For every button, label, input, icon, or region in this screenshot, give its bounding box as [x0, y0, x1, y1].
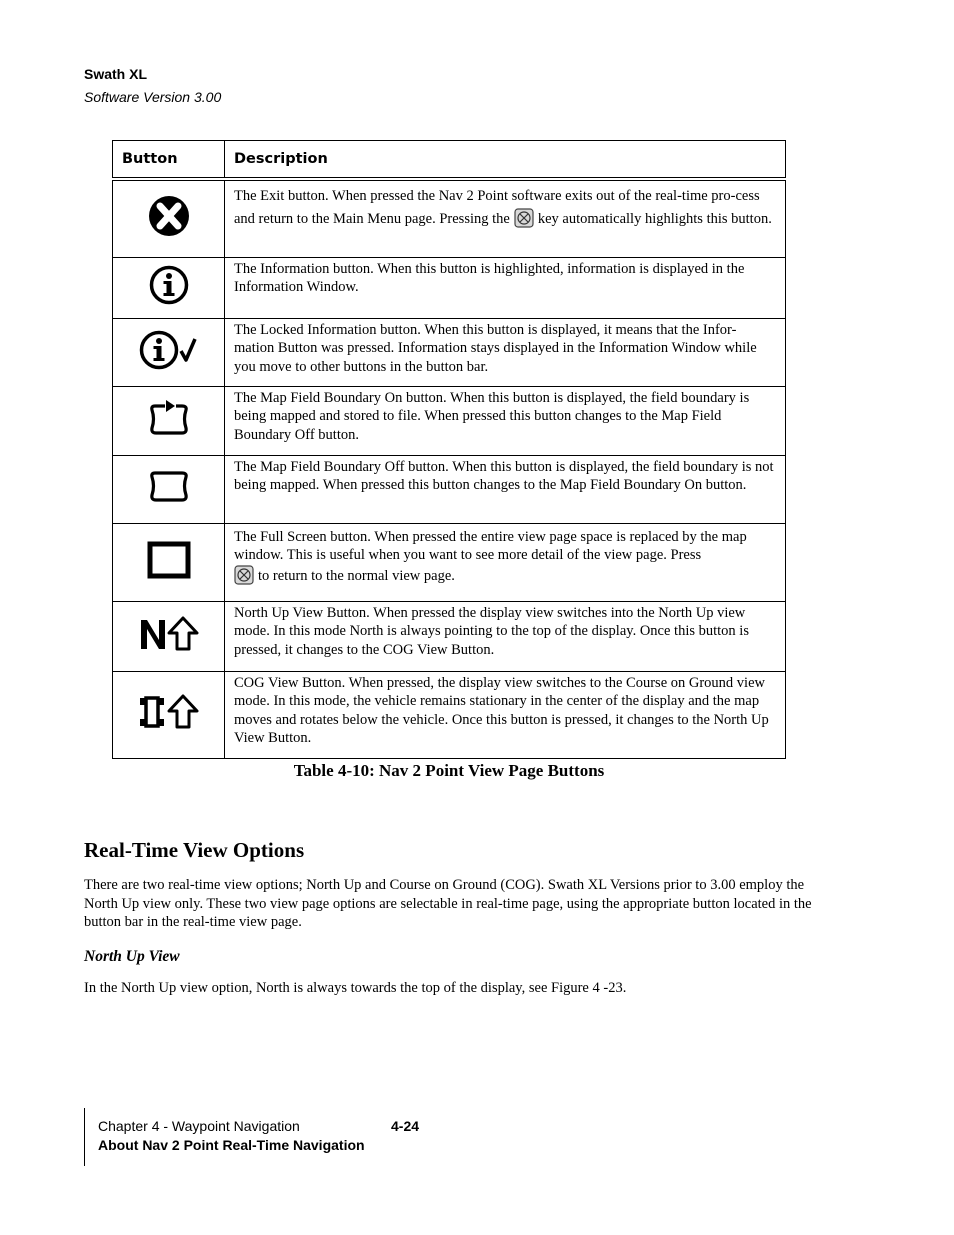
page-number: 4-24: [391, 1118, 420, 1134]
north-up-view-icon: [137, 614, 201, 654]
map-field-boundary-off-icon: [147, 469, 191, 505]
description-text: The Map Field Boundary On button. When this button is displayed, the field boundary is being mapped and stored to file. When pressed this button changes to the Map Field Boundary Off button.: [225, 386, 786, 455]
table-caption: Table 4-10: Nav 2 Point View Page Buttons: [293, 761, 605, 780]
description-text-cont: to return to the normal view page.: [258, 567, 455, 584]
information-icon: [149, 265, 189, 305]
description-text: The Exit button. When pressed the Nav 2 Point software exits out of the real-time pro-cess and return to the Main Menu page. Pressing the: [234, 188, 760, 227]
cog-view-icon: [137, 692, 201, 732]
footer-section: About Nav 2 Point Real-Time Navigation: [98, 1137, 365, 1153]
description-text: The Map Field Boundary Off button. When this button is displayed, the field boundary is not being mapped. When pressed this button changes to the Map Field Boundary On button.: [225, 455, 786, 523]
software-version: Software Version 3.00: [84, 89, 222, 105]
buttons-table: [112, 140, 786, 759]
table-row: [113, 671, 786, 758]
exit-icon: [148, 195, 190, 237]
table-row: [113, 179, 786, 257]
table-row: [113, 318, 786, 386]
document-title: Swath XL: [84, 66, 148, 82]
escape-key-icon: [234, 565, 254, 585]
description-text: The Locked Information button. When this button is displayed, it means that the Infor-mation Button was pressed. Information stays displayed in the Information Window while you move to other buttons in the button bar.: [225, 318, 786, 386]
table-row: [113, 386, 786, 455]
map-field-boundary-on-icon: [147, 398, 191, 438]
subsection-heading: North Up View: [84, 948, 180, 965]
locked-information-icon: [139, 330, 199, 370]
description-text: The Information button. When this button is highlighted, information is displayed in the Information Window.: [225, 257, 786, 318]
full-screen-icon: [146, 540, 192, 580]
column-header-button: Button: [113, 141, 225, 180]
section-heading: Real-Time View Options: [84, 838, 305, 862]
body-paragraph: There are two real-time view options; North Up and Course on Ground (COG). Swath XL Versions prior to 3.00 employ the North Up view only. These two view page options are selectable in real-time page, using the appropriate button located in the button bar in the real-time view page.: [84, 877, 812, 931]
footer-divider: [84, 1108, 85, 1166]
table-row: [113, 257, 786, 318]
body-paragraph: In the North Up view option, North is always towards the top of the display, see Figure 4 -23.: [84, 980, 627, 996]
table-row: [113, 455, 786, 523]
escape-key-icon: [514, 208, 534, 228]
table-row: [113, 523, 786, 601]
table-row: [113, 601, 786, 671]
description-text: The Full Screen button. When pressed the entire view page space is replaced by the map window. This is useful when you want to see more detail of the view page. Press: [234, 528, 747, 564]
description-text: North Up View Button. When pressed the display view switches into the North Up view mode. In this mode North is always pointing to the top of the display. Once this button is pressed, it changes to the COG View Button.: [225, 601, 786, 671]
footer-chapter: Chapter 4 - Waypoint Navigation: [98, 1118, 300, 1134]
table-header-row: [113, 141, 786, 180]
description-text: COG View Button. When pressed, the display view switches to the Course on Ground view mode. In this mode, the vehicle remains stationary in the center of the display and the map moves and rotates below the vehicle. Once this button is pressed, it changes to the North Up View Button.: [225, 671, 786, 758]
column-header-description: Description: [225, 141, 786, 180]
description-text-cont: key automatically highlights this button.: [537, 211, 772, 227]
